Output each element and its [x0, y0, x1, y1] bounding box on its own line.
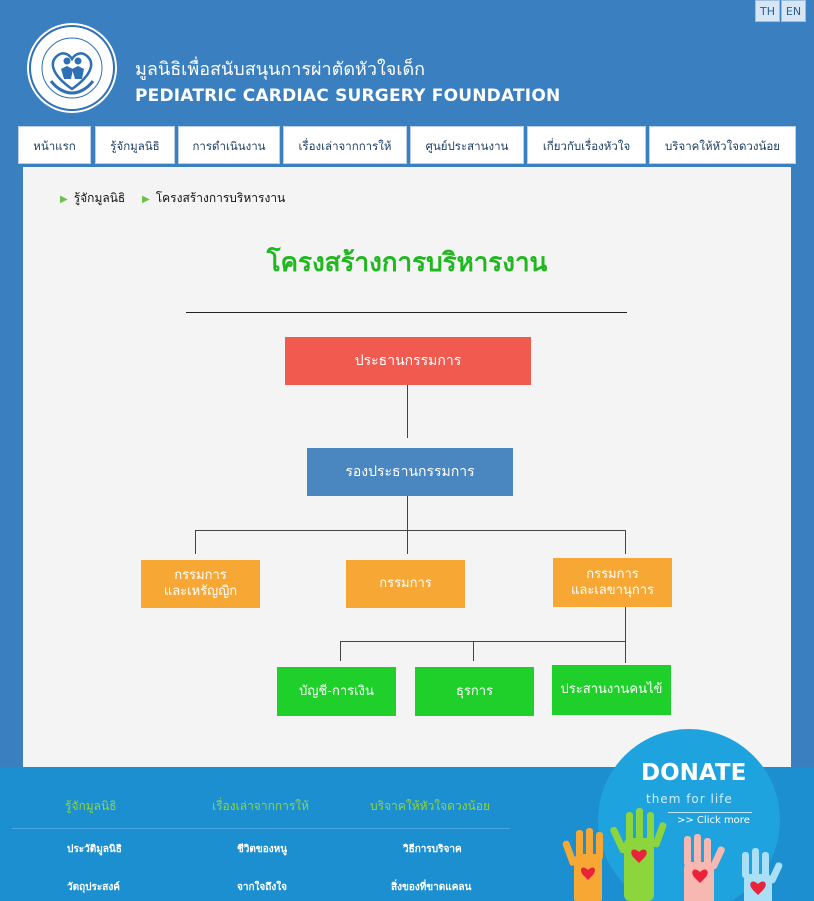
footer-link-needed-items[interactable]: สิ่งของที่ขาดแคลน [391, 882, 472, 893]
connector-line [340, 641, 626, 642]
nav-operations[interactable]: การดำเนินงาน [178, 126, 280, 164]
footer-divider [12, 828, 510, 829]
connector-line [340, 641, 341, 661]
nav-home[interactable]: หน้าแรก [18, 126, 91, 164]
lang-th-button[interactable]: TH [755, 0, 780, 22]
donate-click-more-link[interactable]: >> Click more [677, 815, 750, 826]
org-unit-admin-box: ธุรการ [415, 667, 534, 716]
donate-title[interactable]: DONATE [641, 760, 747, 786]
triangle-right-icon: ▶ [60, 194, 68, 205]
connector-line [407, 530, 408, 554]
org-committee-treasurer-box: กรรมการ และเหรัญญิก [141, 560, 260, 608]
raised-hands-heart-icon [552, 806, 792, 901]
connector-line [625, 607, 626, 663]
footer-heading-stories[interactable]: เรื่องเล่าจากการให้ [212, 799, 310, 813]
nav-donate[interactable]: บริจาคให้หัวใจดวงน้อย [649, 126, 796, 164]
footer-link-objectives[interactable]: วัตถุประสงค์ [67, 882, 120, 893]
connector-line [625, 530, 626, 554]
org-committee-secretary-box: กรรมการ และเลขานุการ [553, 558, 672, 607]
nav-about[interactable]: รู้จักมูลนิธิ [95, 126, 175, 164]
connector-line [407, 385, 408, 438]
org-committee-box: กรรมการ [346, 560, 465, 608]
nav-heart-info[interactable]: เกี่ยวกับเรื่องหัวใจ [527, 126, 646, 164]
footer-link-my-life[interactable]: ชีวิตของหนู [237, 844, 288, 855]
breadcrumb-label: รู้จักมูลนิธิ [73, 191, 126, 205]
org-vice-chair-box: รองประธานกรรมการ [307, 448, 513, 496]
title-divider [186, 312, 627, 313]
nav-coordination[interactable]: ศูนย์ประสานงาน [410, 126, 524, 164]
footer-link-how-to-donate[interactable]: วิธีการบริจาค [403, 844, 462, 855]
org-unit-patient-coordination-box: ประสานงานคนไข้ [552, 665, 671, 715]
footer-link-heart-to-heart[interactable]: จากใจถึงใจ [237, 882, 287, 893]
breadcrumb-item-current [142, 189, 285, 208]
triangle-right-icon: ▶ [142, 194, 150, 205]
foundation-logo[interactable] [27, 23, 117, 113]
breadcrumb-label: โครงสร้างการบริหารงาน [155, 191, 286, 205]
footer-heading-about[interactable]: รู้จักมูลนิธิ [65, 799, 117, 813]
footer-link-history[interactable]: ประวัติมูลนิธิ [67, 844, 122, 855]
org-chair-box: ประธานกรรมการ [285, 337, 531, 385]
connector-line [195, 530, 625, 531]
breadcrumb-item-about[interactable] [60, 189, 125, 208]
brand-title-thai: มูลนิธิเพื่อสนับสนุนการผ่าตัดหัวใจเด็ก [135, 59, 426, 80]
connector-line [195, 530, 196, 554]
brand-title-english: PEDIATRIC CARDIAC SURGERY FOUNDATION [135, 86, 561, 106]
page-title: โครงสร้างการบริหารงาน [266, 248, 548, 278]
connector-line [473, 641, 474, 661]
donate-subtitle: them for life [646, 792, 733, 806]
org-unit-finance-box: บัญชี-การเงิน [277, 667, 396, 716]
logo-emblem-icon [27, 23, 117, 113]
connector-line [407, 496, 408, 530]
nav-stories[interactable]: เรื่องเล่าจากการให้ [283, 126, 407, 164]
footer-heading-donate[interactable]: บริจาคให้หัวใจดวงน้อย [370, 799, 490, 813]
lang-en-button[interactable]: EN [781, 0, 806, 22]
